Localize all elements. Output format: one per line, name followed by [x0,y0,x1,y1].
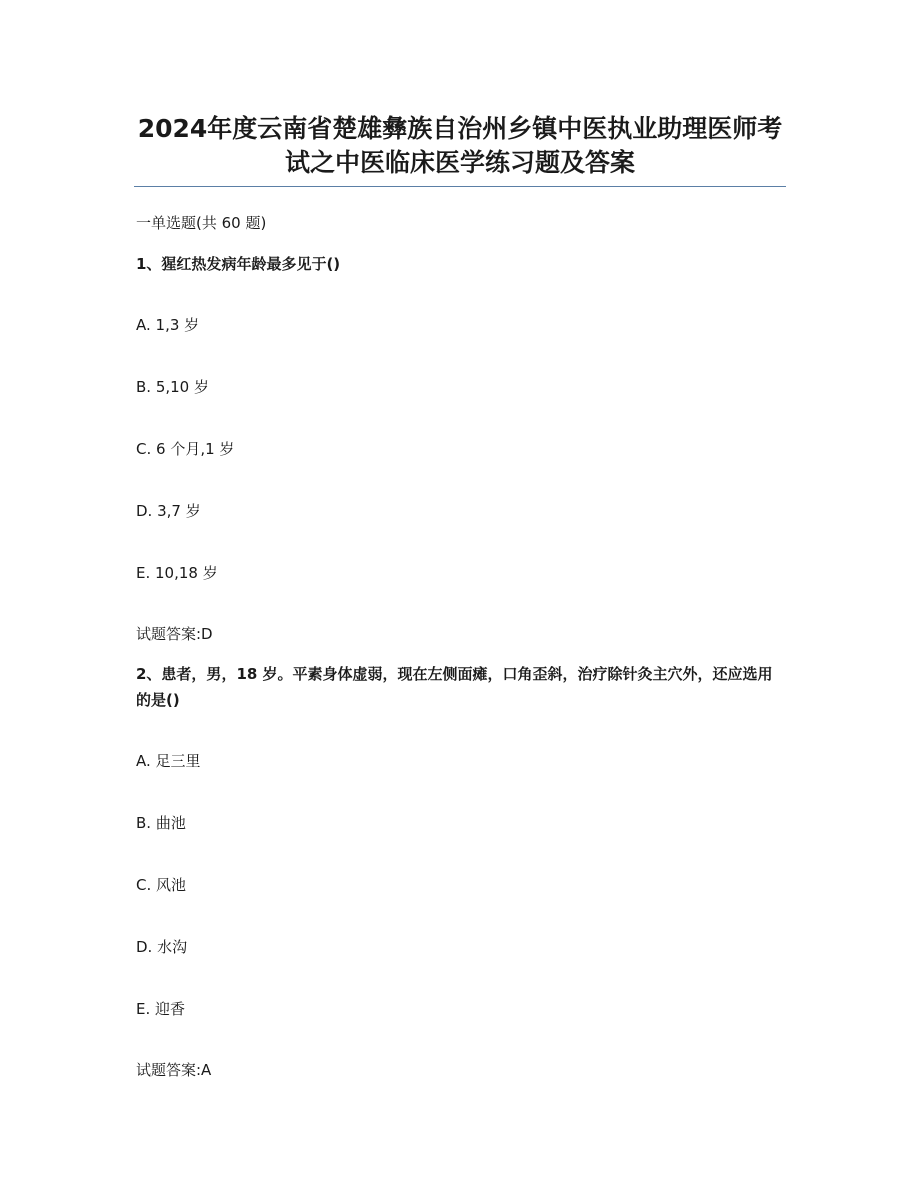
question-1-option-d: D. 3,7 岁 [136,502,201,520]
question-2-answer: 试题答案:A [136,1061,212,1079]
question-1-stem: 1、猩红热发病年龄最多见于() [136,255,341,273]
question-1-option-c: C. 6 个月,1 岁 [136,440,235,458]
question-2-option-c: C. 风池 [136,876,187,894]
question-2-stem: 2、患者，男，18 岁。平素身体虚弱，现在左侧面瘫，口角歪斜，治疗除针灸主穴外，还应选用的是() [136,665,773,709]
question-2-option-a: A. 足三里 [136,752,201,770]
question-1-option-e: E. 10,18 岁 [136,564,218,582]
question-1-answer: 试题答案:D [136,625,213,643]
question-1-option-a: A. 1,3 岁 [136,316,200,334]
title-divider [134,186,786,187]
question-1-option-b: B. 5,10 岁 [136,378,209,396]
document-title: 2024年度云南省楚雄彝族自治州乡镇中医执业助理医师考试之中医临床医学练习题及答案 [137,114,783,177]
question-2-option-e: E. 迎香 [136,1000,186,1018]
question-2-option-b: B. 曲池 [136,814,186,832]
question-2-option-d: D. 水沟 [136,938,188,956]
section-heading: 一单选题(共 60 题) [136,214,267,232]
